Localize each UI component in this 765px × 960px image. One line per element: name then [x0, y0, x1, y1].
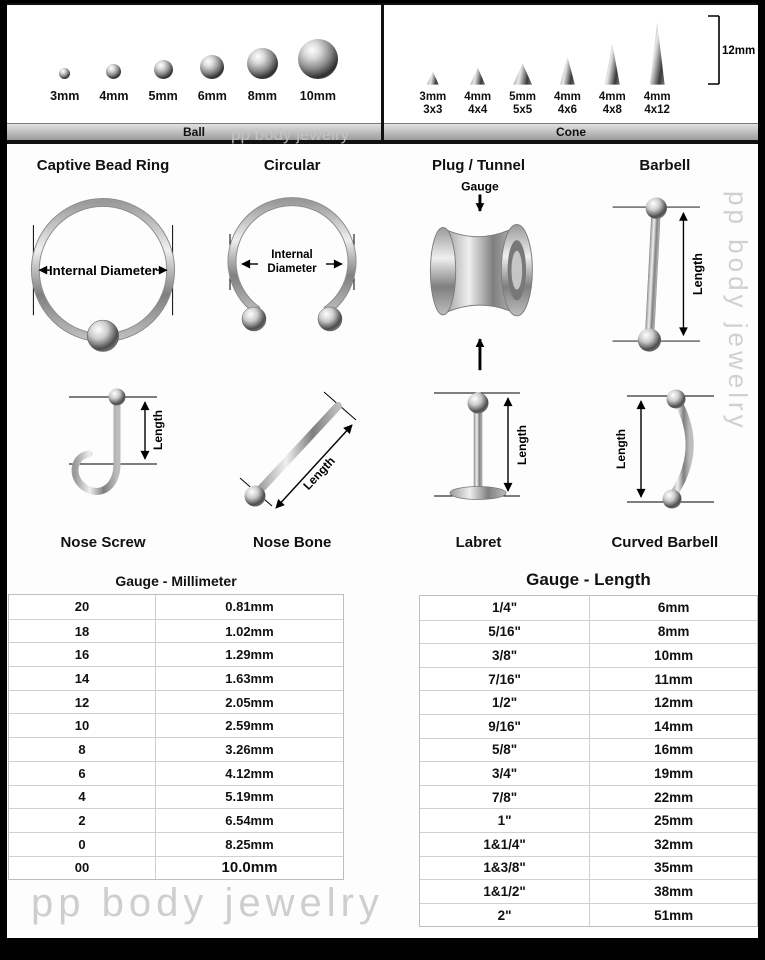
inch-value: 1/2": [420, 691, 590, 714]
cone-icon: [427, 72, 439, 85]
internal-diameter-annotation-line1: Internal: [271, 249, 313, 261]
ball-icon: [247, 48, 278, 79]
millimeter-value: 11mm: [654, 671, 693, 687]
barbell-diagram: [589, 176, 741, 376]
ball-size-item: [198, 27, 227, 103]
gauge-annotation: Gauge: [461, 179, 500, 194]
cone-size-item: [599, 21, 626, 117]
gauge-value: 8: [9, 738, 156, 761]
cone-size-mm: 4mm: [598, 90, 626, 103]
gauge-value: 4: [9, 786, 156, 809]
gauge-length-title: Gauge - Length: [526, 570, 651, 589]
table-row: [420, 903, 757, 927]
millimeter-value: 10mm: [654, 647, 694, 663]
gauge-value: 2: [9, 809, 156, 832]
table-row: [420, 856, 757, 880]
labret-title: Labret: [455, 534, 502, 551]
captive-bead-ring-diagram: [7, 176, 199, 376]
table-row: [420, 785, 757, 809]
ball-panel: [7, 5, 381, 140]
nose-bone-diagram: [206, 380, 378, 532]
cone-size-item: [464, 21, 491, 117]
inch-value: 7/16": [420, 668, 590, 691]
gauge-value: 12: [9, 691, 156, 714]
table-row: [420, 667, 757, 691]
table-row: [9, 737, 343, 761]
table-row: [420, 808, 757, 832]
table-row: [9, 713, 343, 737]
curved-barbell-title: Curved Barbell: [611, 534, 719, 551]
watermark-bottom: pp body jewelry: [31, 881, 384, 925]
millimeter-value: 2.59mm: [225, 718, 274, 734]
cone-size-mm: 3mm: [419, 90, 447, 103]
cone-size-item: [419, 21, 446, 117]
cone-size-mm: 4mm: [464, 90, 492, 103]
inch-value: 1": [420, 809, 590, 832]
length-annotation: Length: [613, 429, 628, 469]
gauge-length-section: [419, 564, 758, 927]
table-row: [9, 761, 343, 785]
cone-size-mm: 4mm: [643, 90, 671, 103]
millimeter-value: 14mm: [654, 718, 694, 734]
internal-diameter-annotation-line2: Diameter: [267, 263, 317, 275]
jewelry-size-chart: [7, 3, 758, 938]
nose-screw-diagram: [17, 380, 189, 532]
watermark-top: pp body jewelry: [231, 125, 350, 144]
inch-value: 9/16": [420, 715, 590, 738]
millimeter-value: 35mm: [654, 860, 694, 876]
millimeter-value: 6mm: [657, 600, 690, 616]
nose-screw-title: Nose Screw: [60, 534, 146, 551]
millimeter-value: 12mm: [654, 695, 694, 711]
millimeter-value: 4.12mm: [225, 765, 274, 781]
circular-title: Circular: [263, 157, 321, 174]
curved-barbell-diagram: [579, 380, 751, 532]
gauge-length-table: [419, 595, 758, 927]
cone-size-dims: 3x3: [423, 103, 443, 116]
plug-tunnel-cell: [385, 144, 571, 376]
millimeter-value: 16mm: [654, 742, 694, 758]
inch-value: 5/8": [420, 739, 590, 762]
ball-size-item: [298, 27, 338, 103]
circular-diagram: [206, 176, 378, 372]
cone-icon: [650, 23, 665, 85]
length-annotation: Length: [300, 453, 338, 493]
gauge-value: 20: [9, 595, 156, 619]
length-annotation: Length: [515, 425, 530, 465]
length-annotation: Length: [151, 410, 165, 450]
inch-value: 1&3/8": [420, 857, 590, 880]
table-row: [420, 596, 757, 620]
millimeter-value: 1.29mm: [225, 647, 274, 663]
ball-size-label: 4mm: [99, 89, 129, 103]
table-row: [9, 690, 343, 714]
ball-size-label: 8mm: [247, 89, 277, 103]
ball-size-item: [99, 27, 128, 103]
cone-panel-header: Cone: [384, 123, 758, 140]
captive-bead-ring-title: Captive Bead Ring: [36, 157, 170, 174]
ball-size-label: 10mm: [299, 89, 336, 103]
table-row: [9, 785, 343, 809]
millimeter-value: 22mm: [654, 789, 694, 805]
table-row: [420, 738, 757, 762]
bracket-label: 12mm: [722, 45, 756, 57]
table-row: [420, 761, 757, 785]
ball-icon: [106, 64, 121, 79]
ball-size-item: [149, 27, 178, 103]
inch-value: 3/4": [420, 762, 590, 785]
jewelry-diagrams: [7, 144, 758, 564]
table-row: [420, 714, 757, 738]
table-row: [9, 666, 343, 690]
table-row: [9, 642, 343, 666]
ball-size-item: [50, 27, 79, 103]
barbell-title: Barbell: [639, 157, 691, 174]
ball-panel-header: Ball: [7, 123, 381, 140]
millimeter-value: 10.0mm: [221, 859, 278, 877]
cone-size-item: [644, 21, 671, 117]
ball-size-label: 3mm: [50, 89, 80, 103]
gauge-millimeter-table: [8, 594, 344, 880]
cone-icon: [605, 44, 620, 85]
circular-cell: [199, 144, 385, 376]
ball-sizes-row: [7, 5, 381, 123]
plug-tunnel-diagram: [392, 176, 564, 376]
inch-value: 3/8": [420, 644, 590, 667]
millimeter-value: 51mm: [654, 907, 694, 923]
table-row: [420, 620, 757, 644]
table-row: [9, 856, 343, 880]
cone-sizes-row: [384, 5, 758, 123]
barbell-cell: [572, 144, 758, 376]
cone-icon: [470, 68, 485, 85]
table-row: [9, 595, 343, 619]
labret-diagram: [402, 380, 554, 532]
ball-size-label: 6mm: [197, 89, 227, 103]
millimeter-value: 5.19mm: [225, 789, 274, 805]
cone-icon: [513, 64, 532, 85]
cone-size-dims: 4x6: [557, 103, 578, 116]
millimeter-value: 25mm: [654, 813, 694, 829]
table-row: [9, 808, 343, 832]
cone-size-dims: 4x4: [468, 103, 488, 116]
labret-cell: [385, 376, 571, 564]
millimeter-value: 3.26mm: [225, 741, 274, 757]
ball-icon: [298, 39, 338, 79]
inch-value: 1/4": [420, 596, 590, 620]
table-row: [420, 690, 757, 714]
gauge-value: 14: [9, 667, 156, 690]
gauge-millimeter-title: Gauge - Millimeter: [115, 573, 237, 589]
millimeter-value: 8mm: [657, 624, 690, 640]
gauge-value: 6: [9, 762, 156, 785]
cone-panel: [381, 5, 758, 140]
inch-value: 7/8": [420, 786, 590, 809]
cone-size-item: [509, 21, 536, 117]
cone-height-bracket: [706, 13, 756, 87]
gauge-value: 0: [9, 833, 156, 856]
millimeter-value: 19mm: [654, 765, 694, 781]
table-row: [420, 643, 757, 667]
millimeter-value: 0.81mm: [225, 599, 274, 615]
millimeter-value: 32mm: [654, 836, 694, 852]
cone-size-dims: 5x5: [512, 103, 533, 116]
millimeter-value: 1.63mm: [225, 670, 274, 686]
millimeter-value: 38mm: [654, 883, 694, 899]
cone-icon: [560, 57, 575, 85]
watermark-right: pp body jewelry: [723, 191, 753, 432]
conversion-tables: [7, 564, 758, 927]
ball-size-label: 5mm: [148, 89, 178, 103]
ball-size-item: [247, 27, 278, 103]
ball-icon: [154, 60, 173, 79]
cone-size-item: [554, 21, 581, 117]
table-row: [9, 832, 343, 856]
millimeter-value: 8.25mm: [225, 836, 274, 852]
inch-value: 5/16": [420, 621, 590, 644]
inch-value: 1&1/4": [420, 833, 590, 856]
inch-value: 2": [420, 904, 590, 927]
internal-diameter-annotation: Internal Diameter: [49, 263, 157, 279]
captive-bead-ring-cell: [7, 144, 199, 376]
table-row: [420, 879, 757, 903]
nose-bone-cell: [199, 376, 385, 564]
cone-size-mm: 5mm: [509, 90, 536, 103]
millimeter-value: 1.02mm: [225, 623, 274, 639]
length-annotation: Length: [690, 253, 705, 296]
millimeter-value: 6.54mm: [225, 813, 274, 829]
table-row: [9, 619, 343, 643]
cone-size-mm: 4mm: [554, 90, 581, 103]
nose-screw-cell: [7, 376, 199, 564]
gauge-value: 00: [9, 857, 156, 880]
inch-value: 1&1/2": [420, 880, 590, 903]
cone-size-dims: 4x12: [644, 103, 670, 116]
gauge-value: 16: [9, 643, 156, 666]
nose-bone-title: Nose Bone: [252, 534, 332, 551]
cone-size-dims: 4x8: [602, 103, 622, 116]
gauge-value: 18: [9, 620, 156, 643]
curved-barbell-cell: [572, 376, 758, 564]
ball-icon: [200, 55, 224, 79]
table-row: [420, 832, 757, 856]
size-reference-panels: [7, 3, 758, 144]
gauge-millimeter-section: [8, 564, 344, 927]
gauge-value: 10: [9, 714, 156, 737]
millimeter-value: 2.05mm: [225, 694, 274, 710]
plug-tunnel-title: Plug / Tunnel: [431, 157, 526, 174]
ball-icon: [59, 68, 70, 79]
